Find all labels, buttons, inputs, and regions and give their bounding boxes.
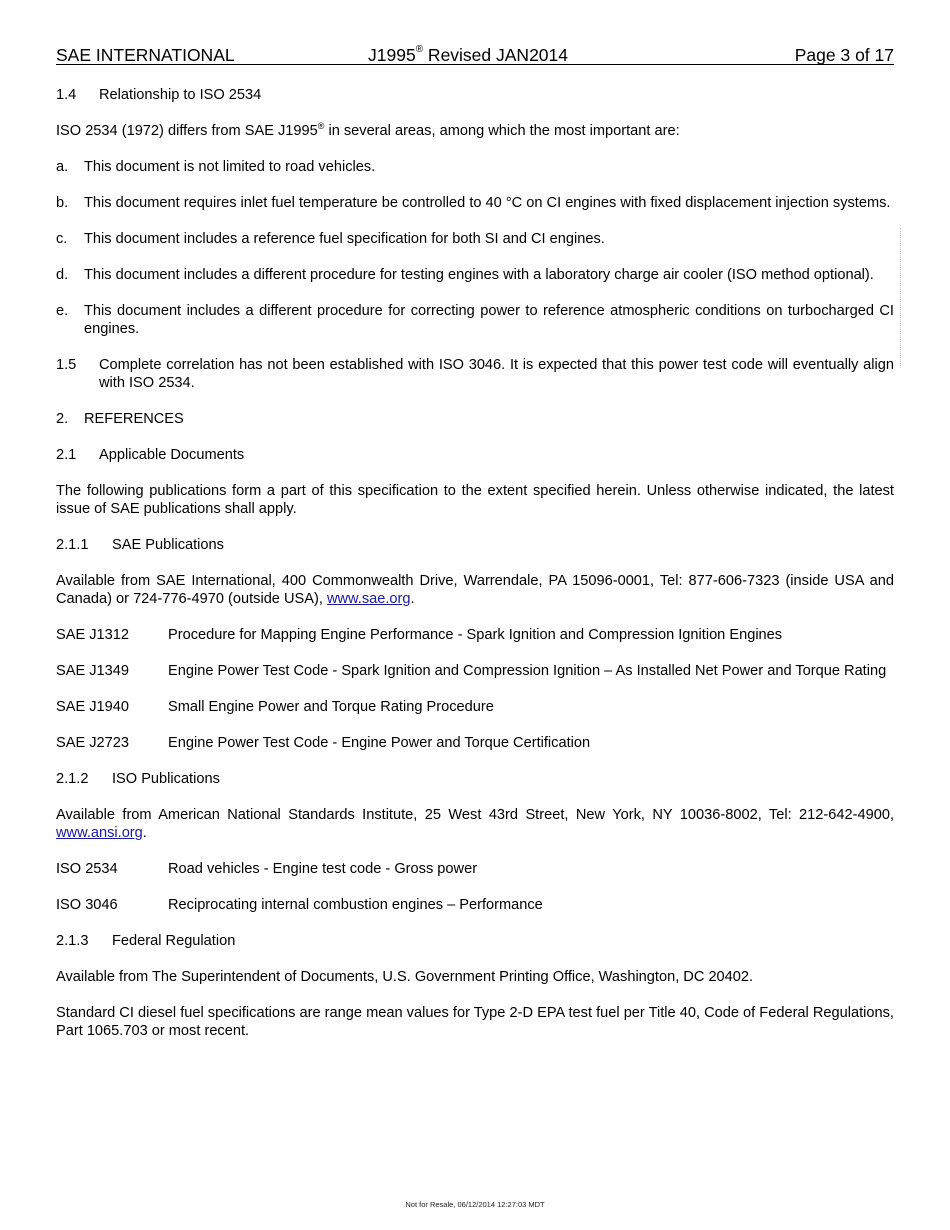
header-org: SAE INTERNATIONAL (56, 45, 235, 65)
section-number: 2. (56, 411, 69, 427)
list-item (56, 266, 894, 284)
reference-title: Reciprocating internal combustion engines – Performance (168, 897, 543, 913)
ansi-website-link[interactable]: www.ansi.org (56, 825, 143, 841)
header-revision: Revised JAN2014 (423, 45, 569, 65)
section-number: 1.4 (56, 87, 77, 103)
sae-website-link[interactable]: www.sae.org (326, 591, 411, 607)
list-text: This document includes a different procedure for correcting power to reference atmospheric conditions on turbocharged CI engines. (84, 303, 894, 337)
section-title: ISO Publications (112, 771, 220, 787)
reference-entry (56, 662, 894, 680)
registered-mark: ® (317, 121, 325, 132)
intro-text-end: in several areas, among which the most important are: (324, 123, 680, 139)
reference-code: SAE J2723 (56, 735, 130, 751)
list-letter: b. (56, 195, 69, 211)
registered-mark: ® (415, 44, 424, 56)
document-body (56, 86, 894, 1058)
reference-entry (56, 626, 894, 644)
section-2-1-3-heading (56, 932, 894, 950)
sentence-end: . (142, 825, 147, 841)
reference-code: SAE J1312 (56, 627, 130, 643)
reference-entry (56, 734, 894, 752)
list-item (56, 194, 894, 212)
list-letter: c. (56, 231, 68, 247)
list-text: This document is not limited to road vehicles. (84, 159, 376, 175)
section-text: Complete correlation has not been established with ISO 3046. It is expected that this power test code will eventually align with ISO 2534. (99, 357, 894, 391)
reference-title: Engine Power Test Code - Engine Power and Torque Certification (168, 735, 591, 751)
sae-availability (56, 572, 894, 608)
reference-code: ISO 3046 (56, 897, 118, 913)
list-item (56, 158, 894, 176)
page-header (56, 44, 894, 65)
reference-code: ISO 2534 (56, 861, 118, 877)
sae-availability-text: Available from SAE International, 400 Commonwealth Drive, Warrendale, PA 15096-0001, Tel: 877-606-7323 (inside USA and Canada) or 724-776-4970 (outside USA), (56, 573, 894, 607)
margin-artifact (900, 228, 903, 368)
reference-code: SAE J1940 (56, 699, 130, 715)
section-2-1-1-heading (56, 536, 894, 554)
reference-entry (56, 698, 894, 716)
section-title: REFERENCES (84, 411, 184, 427)
section-1-4-heading (56, 86, 894, 104)
section-title: Federal Regulation (112, 933, 236, 949)
section-2-1-2-heading (56, 770, 894, 788)
reference-code: SAE J1349 (56, 663, 130, 679)
header-page-number: Page 3 of 17 (794, 45, 894, 65)
section-1-5 (56, 356, 894, 392)
diesel-fuel-spec: Standard CI diesel fuel specifications are range mean values for Type 2-D EPA test fuel per Title 40, Code of Federal Regulations, Part 1065.703 or most recent. (56, 1005, 894, 1039)
list-text: This document includes a reference fuel specification for both SI and CI engines. (84, 231, 605, 247)
section-2-heading (56, 410, 894, 428)
list-text: This document includes a different procedure for testing engines with a laboratory charge air cooler (ISO method optional). (84, 267, 874, 283)
reference-title: Engine Power Test Code - Spark Ignition and Compression Ignition – As Installed Net Power and Torque Rating (168, 663, 887, 679)
section-number: 2.1.1 (56, 537, 89, 553)
reference-entry (56, 860, 894, 878)
list-letter: a. (56, 159, 69, 175)
reference-title: Procedure for Mapping Engine Performance - Spark Ignition and Compression Ignition Engines (168, 627, 783, 643)
section-number: 2.1 (56, 447, 77, 463)
section-title: Applicable Documents (99, 447, 245, 463)
header-doc-title (368, 45, 568, 65)
sentence-end: . (410, 591, 415, 607)
iso-availability-text: Available from American National Standards Institute, 25 West 43rd Street, New York, NY 10036-8002, Tel: 212-642-4900, (56, 807, 894, 823)
section-title: Relationship to ISO 2534 (99, 87, 262, 103)
resale-footer: Not for Resale, 06/12/2014 12:27:03 MDT (405, 1200, 545, 1209)
reference-entry (56, 896, 894, 914)
iso-comparison-intro (56, 122, 894, 140)
reference-title: Small Engine Power and Torque Rating Procedure (168, 699, 494, 715)
applicable-documents-text: The following publications form a part of this specification to the extent specified herein. Unless otherwise indicated, the latest issue of SAE publications shall apply. (56, 483, 894, 517)
list-text: This document requires inlet fuel temperature be controlled to 40 °C on CI engines with fixed displacement injection systems. (84, 195, 891, 211)
section-number: 2.1.3 (56, 933, 89, 949)
section-2-1-heading (56, 446, 894, 464)
list-item (56, 302, 894, 338)
section-title: SAE Publications (112, 537, 224, 553)
list-letter: d. (56, 267, 69, 283)
federal-availability: Available from The Superintendent of Documents, U.S. Government Printing Office, Washington, DC 20402. (56, 969, 754, 985)
iso-availability (56, 806, 894, 842)
section-number: 1.5 (56, 357, 77, 373)
reference-title: Road vehicles - Engine test code - Gross power (168, 861, 478, 877)
section-number: 2.1.2 (56, 771, 89, 787)
header-doc-id: J1995 (368, 45, 416, 65)
intro-text: ISO 2534 (1972) differs from SAE J1995 (56, 123, 318, 139)
list-item (56, 230, 894, 248)
list-letter: e. (56, 303, 69, 319)
